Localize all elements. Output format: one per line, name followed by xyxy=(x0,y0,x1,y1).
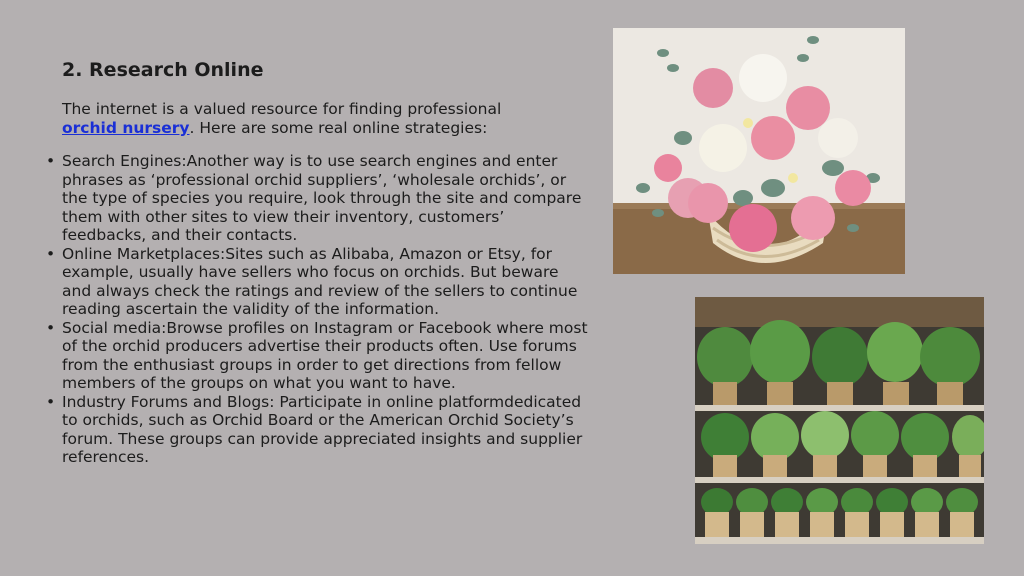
list-item: • Social media:Browse profiles on Instagram or Facebook where most of the orchid producers advertise their products often. Use forums from the enthusiast groups in order to get directions from fellow members of the groups on what you want to have. xyxy=(62,319,592,393)
text-content xyxy=(62,58,592,467)
list-item: • Search Engines:Another way is to use search engines and enter phrases as ‘professional orchid suppliers’, ‘wholesale orchids’, or the type of species you require, look through the site and compare them with other sites to view their inventory, customers’ feedbacks, and their contacts. xyxy=(62,152,592,245)
potted-plants-photo xyxy=(695,297,984,544)
slide-heading: 2. Research Online xyxy=(62,59,264,81)
list-item: • Online Marketplaces:Sites such as Alibaba, Amazon or Etsy, for example, usually have sellers who focus on orchids. But beware and always check the ratings and review of the sellers to continue reading ascertain the validity of the information. xyxy=(62,245,592,319)
intro-text-after: . Here are some real online strategies: xyxy=(189,119,488,137)
intro-text-before: The internet is a valued resource for finding professional xyxy=(62,100,502,118)
flower-basket-image xyxy=(613,28,905,274)
flower-basket-photo xyxy=(613,28,905,274)
potted-plants-image xyxy=(695,297,984,544)
list-item: • Industry Forums and Blogs: Participate in online platformdedicated to orchids, such as Orchid Board or the American Orchid Society’s forum. These groups can provide appreciated insights and supplier references. xyxy=(62,393,592,467)
intro-paragraph xyxy=(62,100,592,138)
orchid-nursery-link[interactable]: orchid nursery xyxy=(62,119,190,137)
strategy-list xyxy=(62,152,592,467)
